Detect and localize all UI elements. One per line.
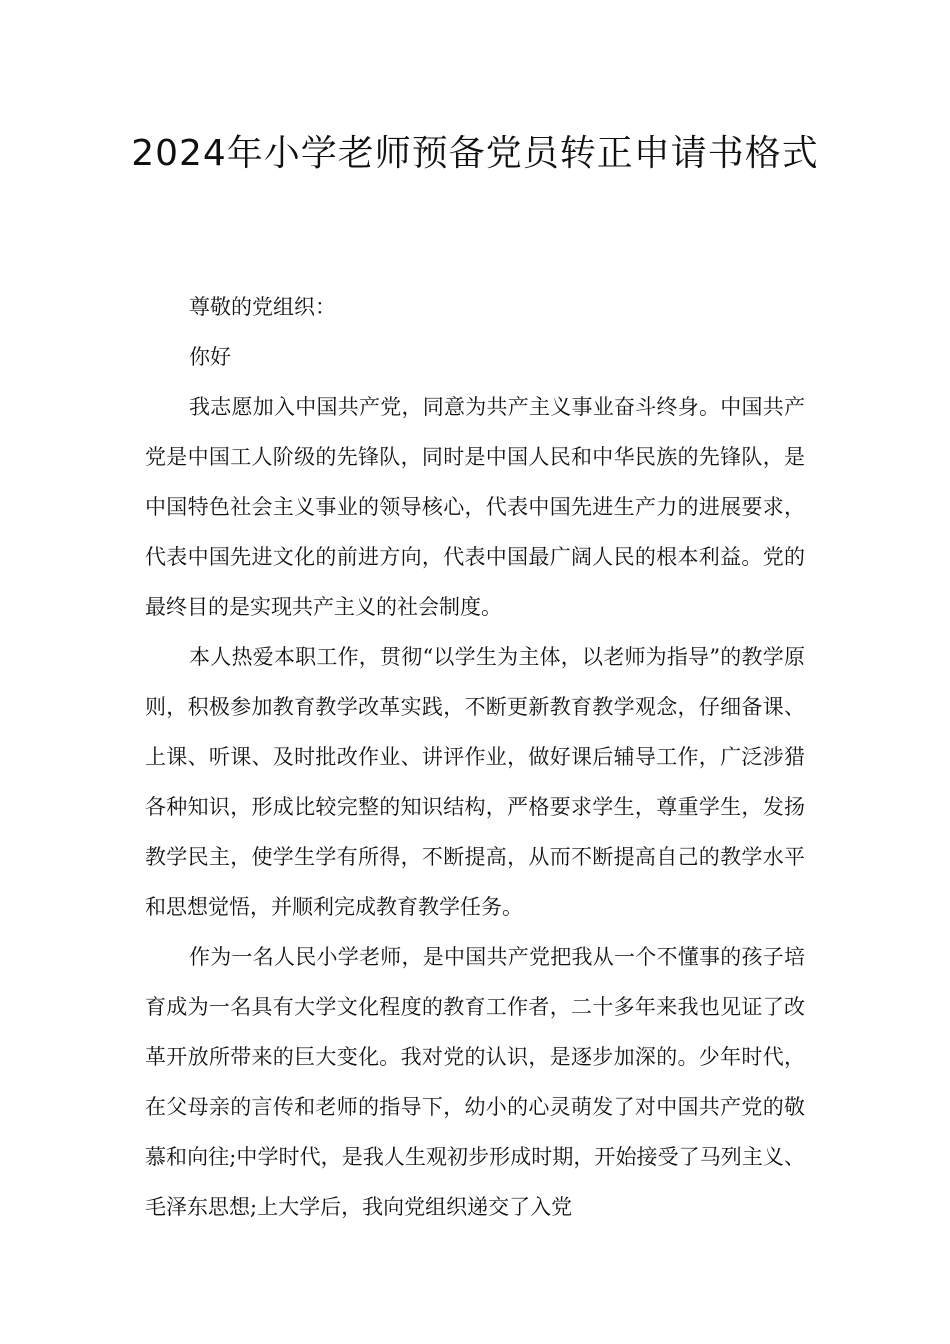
salutation: 尊敬的党组织： xyxy=(189,295,336,319)
document-title: 2024年小学老师预备党员转正申请书格式 xyxy=(131,133,819,174)
greeting: 你好 xyxy=(189,345,231,369)
document-body xyxy=(145,282,805,1232)
paragraph-3: 作为一名人民小学老师，是中国共产党把我从一个不懂事的孩子培育成为一名具有大学文化程度的教育工作者，二十多年来我也见证了改革开放所带来的巨大变化。我对党的认识，是逐步加深的。少年时代，在父母亲的言传和老师的指导下，幼小的心灵萌发了对中国共产党的敬慕和向往;中学时代，是我人生观初步形成时期，开始接受了马列主义、毛泽东思想;上大学后，我向党组织递交了入党 xyxy=(145,945,805,1219)
paragraph-1: 我志愿加入中国共产党，同意为共产主义事业奋斗终身。中国共产党是中国工人阶级的先锋队，同时是中国人民和中华民族的先锋队，是中国特色社会主义事业的领导核心，代表中国先进生产力的进展要求，代表中国先进文化的前进方向，代表中国最广阔人民的根本利益。党的最终目的是实现共产主义的社会制度。 xyxy=(145,395,805,619)
paragraph-2: 本人热爱本职工作，贯彻“以学生为主体，以老师为指导”的教学原则，积极参加教育教学改革实践，不断更新教育教学观念，仔细备课、上课、听课、及时批改作业、讲评作业，做好课后辅导工作，广泛涉猎各种知识，形成比较完整的知识结构，严格要求学生，尊重学生，发扬教学民主，使学生学有所得，不断提高，从而不断提高自己的教学水平和思想觉悟，并顺利完成教育教学任务。 xyxy=(145,645,805,919)
